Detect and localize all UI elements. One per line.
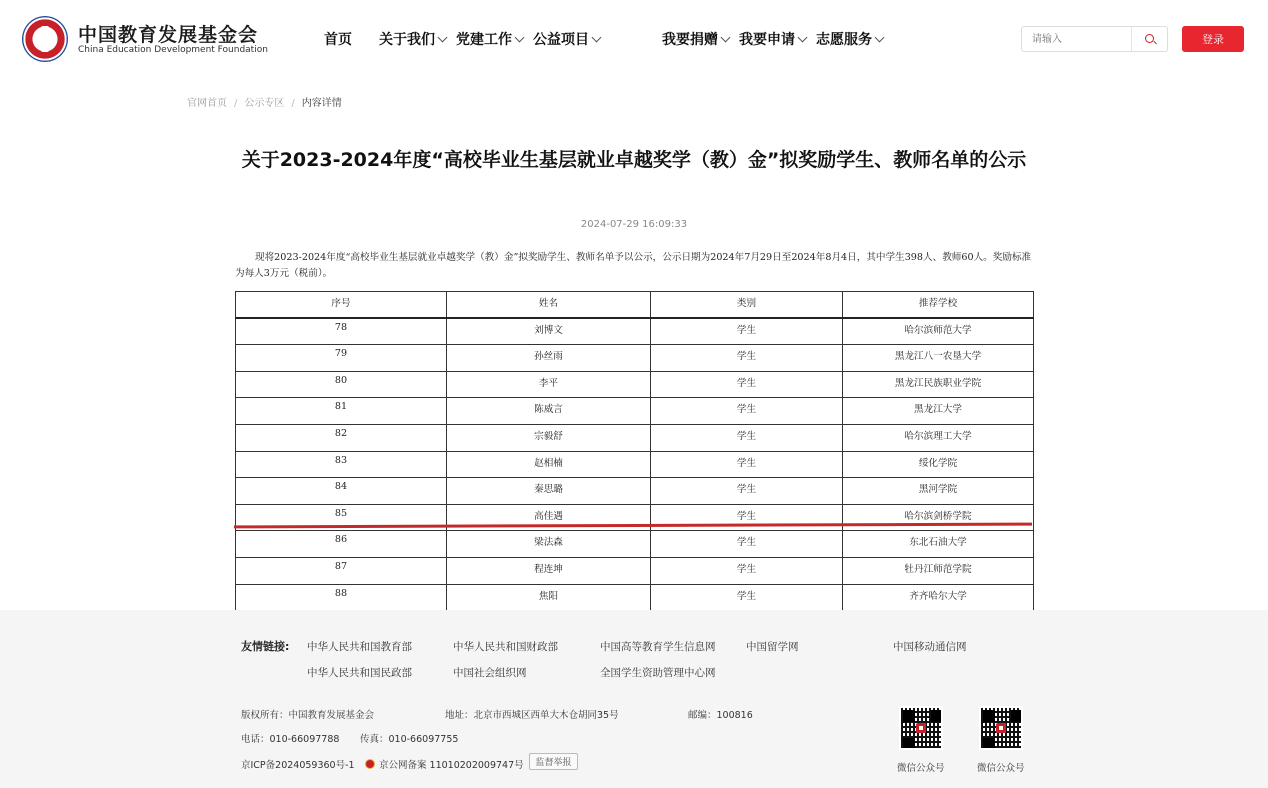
table-row [236, 398, 1034, 425]
nav-donate[interactable] [662, 28, 729, 50]
cell-name: 赵相楠 [447, 451, 651, 478]
cell-school: 黑龙江民族职业学院 [843, 371, 1034, 398]
police-record-text: 京公网备案 11010202009747号 [379, 760, 524, 771]
nav-label: 首页 [324, 32, 352, 48]
table-row [236, 478, 1034, 505]
cell-name: 陈威言 [447, 398, 651, 425]
cell-no: 83 [236, 451, 447, 478]
cell-type: 学生 [651, 584, 843, 611]
chevron-down-icon [798, 32, 808, 42]
nav-label: 志愿服务 [816, 32, 872, 48]
table-row [236, 584, 1034, 611]
breadcrumb-current: 内容详情 [301, 98, 342, 109]
nav-party[interactable] [456, 28, 523, 50]
breadcrumb-notice[interactable]: 公示专区 [244, 98, 285, 109]
table-row [236, 531, 1034, 558]
footer-link[interactable]: 中国社会组织网 [453, 667, 527, 679]
cell-school: 哈尔滨理工大学 [843, 424, 1034, 451]
cell-type: 学生 [651, 504, 843, 531]
cell-no: 79 [236, 345, 447, 372]
icp-link[interactable]: 京ICP备2024059360号-1 [241, 760, 355, 771]
cell-school: 哈尔滨剑桥学院 [843, 504, 1034, 531]
search-icon[interactable] [1145, 34, 1154, 43]
cell-school: 齐齐哈尔大学 [843, 584, 1034, 611]
table-row [236, 371, 1034, 398]
table-row [236, 345, 1034, 372]
brand-name-en: China Education Development Foundation [78, 45, 268, 55]
nav-label: 公益项目 [533, 32, 589, 48]
cell-no: 81 [236, 398, 447, 425]
nav-about[interactable] [379, 28, 446, 50]
footer-link[interactable]: 中华人民共和国民政部 [307, 667, 412, 679]
footer-link[interactable]: 全国学生资助管理中心网 [600, 667, 716, 679]
cell-name: 梁法森 [447, 531, 651, 558]
chevron-down-icon [438, 32, 448, 42]
cell-name: 程连坤 [447, 557, 651, 584]
breadcrumb [187, 94, 342, 109]
cell-no: 85 [236, 504, 447, 531]
cell-name: 刘博文 [447, 318, 651, 345]
cell-no: 78 [236, 318, 447, 345]
footer-link[interactable]: 中国留学网 [746, 641, 799, 653]
fax-text: 传真：010-66097755 [360, 734, 459, 745]
nav-label: 党建工作 [456, 32, 512, 48]
search-divider [1131, 27, 1132, 51]
address-text: 地址：北京市西城区西单大木仓胡同35号 [445, 710, 619, 721]
cell-school: 黑龙江大学 [843, 398, 1034, 425]
nav-label: 我要申请 [739, 32, 795, 48]
cell-no: 80 [236, 371, 447, 398]
cell-type: 学生 [651, 424, 843, 451]
brand-name-cn[interactable]: 中国教育发展基金会 [78, 24, 259, 46]
cell-school: 黑龙江八一农垦大学 [843, 345, 1034, 372]
table-row [236, 318, 1034, 345]
award-table [235, 291, 1034, 611]
qr-label: 微信公众号 [897, 763, 945, 774]
chevron-down-icon [721, 32, 731, 42]
article-title: 关于2023-2024年度“高校毕业生基层就业卓越奖学（教）金”拟奖励学生、教师名单的公示 [241, 149, 1027, 171]
friendly-links-label: 友情链接: [241, 640, 290, 653]
qr-label: 微信公众号 [977, 763, 1025, 774]
footer-link[interactable]: 中华人民共和国教育部 [307, 641, 412, 653]
nav-projects[interactable] [533, 28, 600, 50]
cell-name: 孙丝雨 [447, 345, 651, 372]
login-button[interactable]: 登录 [1182, 26, 1244, 52]
cell-type: 学生 [651, 531, 843, 558]
cell-school: 黑河学院 [843, 478, 1034, 505]
breadcrumb-home[interactable]: 官网首页 [187, 98, 227, 109]
table-row [236, 424, 1034, 451]
nav-apply[interactable] [739, 28, 806, 50]
cell-school: 哈尔滨师范大学 [843, 318, 1034, 345]
cell-type: 学生 [651, 398, 843, 425]
article-date: 2024-07-29 16:09:33 [580, 219, 688, 230]
postcode-text: 邮编：100816 [688, 710, 753, 721]
foundation-logo-icon[interactable] [22, 16, 68, 62]
police-badge-icon [365, 759, 375, 769]
report-button[interactable]: 监督举报 [529, 753, 578, 770]
search-box [1021, 26, 1168, 52]
cell-type: 学生 [651, 371, 843, 398]
qr-code-icon [979, 706, 1023, 750]
cell-type: 学生 [651, 345, 843, 372]
cell-no: 84 [236, 478, 447, 505]
cell-school: 绥化学院 [843, 451, 1034, 478]
nav-label: 关于我们 [379, 32, 435, 48]
breadcrumb-separator: / [234, 98, 238, 109]
column-header: 姓名 [447, 292, 651, 319]
nav-volunteer[interactable] [816, 28, 883, 50]
table-header-row [236, 292, 1034, 319]
cell-no: 86 [236, 531, 447, 558]
cell-name: 焦阳 [447, 584, 651, 611]
cell-no: 87 [236, 557, 447, 584]
chevron-down-icon [875, 32, 885, 42]
column-header: 类别 [651, 292, 843, 319]
cell-school: 东北石油大学 [843, 531, 1034, 558]
footer-link[interactable]: 中华人民共和国财政部 [453, 641, 558, 653]
column-header: 推荐学校 [843, 292, 1034, 319]
chevron-down-icon [515, 32, 525, 42]
site-footer [0, 610, 1268, 788]
table-row [236, 557, 1034, 584]
police-record[interactable] [365, 757, 524, 771]
cell-name: 宗毅舒 [447, 424, 651, 451]
column-header: 序号 [236, 292, 447, 319]
breadcrumb-separator: / [291, 98, 295, 109]
cell-name: 秦思璐 [447, 478, 651, 505]
cell-type: 学生 [651, 478, 843, 505]
footer-link[interactable]: 中国高等教育学生信息网 [600, 641, 716, 653]
chevron-down-icon [592, 32, 602, 42]
footer-link[interactable]: 中国移动通信网 [893, 641, 967, 653]
cell-type: 学生 [651, 451, 843, 478]
qr-code-icon [899, 706, 943, 750]
cell-school: 牡丹江师范学院 [843, 557, 1034, 584]
search-input[interactable] [1022, 27, 1132, 51]
cell-no: 82 [236, 424, 447, 451]
article-paragraph: 现将2023-2024年度“高校毕业生基层就业卓越奖学（教）金”拟奖励学生、教师名单予以公示，公示日期为2024年7月29日至2024年8月4日，其中学生398人、教师60人。奖励标准为每人3万元（税前）。 [235, 252, 1032, 279]
cell-name: 高佳遇 [447, 504, 651, 531]
cell-name: 李平 [447, 371, 651, 398]
table-row [236, 451, 1034, 478]
site-header [0, 0, 1268, 78]
nav-label: 我要捐赠 [662, 32, 718, 48]
nav-home[interactable] [324, 28, 352, 50]
phone-text: 电话：010-66097788 [241, 734, 340, 745]
cell-no: 88 [236, 584, 447, 611]
cell-type: 学生 [651, 557, 843, 584]
copyright-text: 版权所有：中国教育发展基金会 [241, 710, 375, 721]
cell-type: 学生 [651, 318, 843, 345]
